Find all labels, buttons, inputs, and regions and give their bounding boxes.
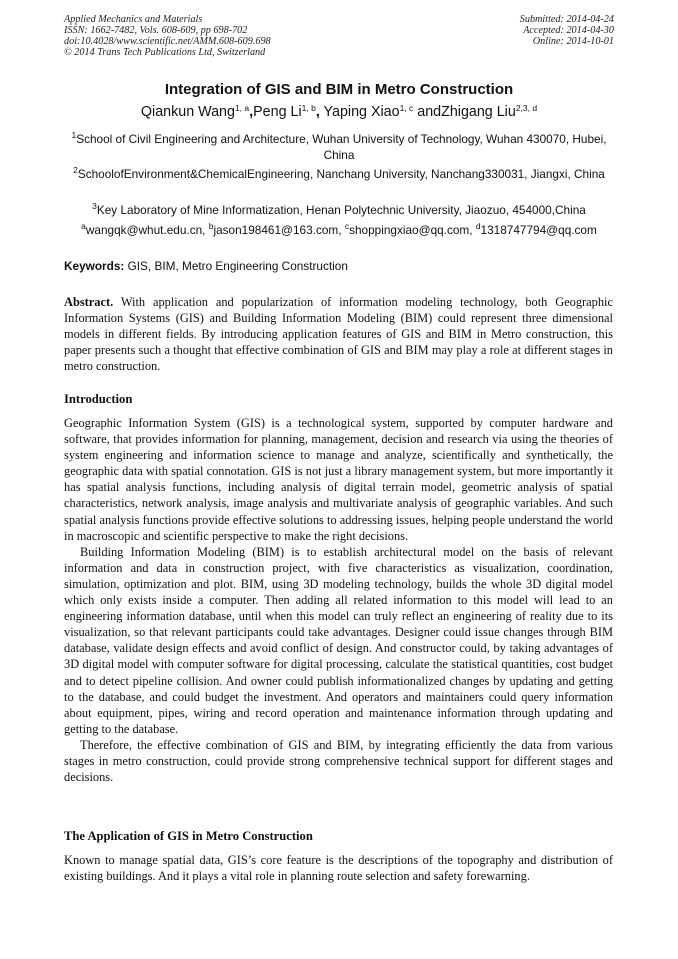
- email-address: 1318747794@qq.com: [480, 223, 597, 237]
- abstract: [64, 294, 613, 374]
- email-sup: b: [208, 221, 214, 231]
- email-sup: a: [81, 221, 86, 231]
- author-affiliation-sup: 2,3, d: [515, 103, 538, 113]
- author-name: Peng Li: [253, 104, 302, 120]
- intro-paragraph-1: Geographic Information System (GIS) is a technological system, supported by computer hardware and software, that provides information for planning, management, decision and research via using the theories of system engineering and information science to manage and analyze, scientifically and synthetically, the geographic data with spatial connotation. GIS is not just a library management system, but more importantly it has spatial analysis functions, including analysis of digital terrain model, geometric analysis of spatial characteristics, network analysis, image analysis and multivariate analysis of geographic variables. And such spatial analysis functions provide effective solutions to addressing issues, helping people understand the world in macroscopic and scientific perspective to make the right decisions.: [64, 416, 613, 543]
- intro-paragraph-3: Therefore, the effective combination of GIS and BIM, by integrating efficiently the data from various stages in metro construction, could provide strong comprehensive technical support for different stages and decisions.: [64, 737, 613, 785]
- affiliation-sup: 2: [73, 165, 78, 175]
- author-affiliation-sup: 1, c: [399, 103, 414, 113]
- paper-title: Integration of GIS and BIM in Metro Construction: [164, 81, 514, 98]
- author-name: Yaping Xiao: [323, 104, 400, 120]
- abstract-label: Abstract.: [64, 295, 114, 309]
- author-name: Zhigang Liu: [441, 104, 516, 120]
- journal-header: [64, 14, 271, 58]
- author-separator: ,: [315, 104, 320, 120]
- email-address: wangqk@whut.edu.cn,: [85, 223, 209, 237]
- author-separator: and: [413, 104, 442, 120]
- introduction-body: [64, 415, 613, 785]
- gis-paragraph-1: Known to manage spatial data, GIS’s core feature is the descriptions of the topography and distribution of existing buildings. And it plays a vital role in planning route selection and safety forewarning.: [64, 853, 613, 884]
- intro-paragraph-2: Building Information Modeling (BIM) is to establish architectural model on the basis of relevant information and data in construction project, with five characteristics as visualization, coordination, simulation, optimization and plot. BIM, using 3D modeling technology, builds the whole 3D digital model which only exists inside a computer. Then adding all related information to this model will lead to an engineering information database, until when this model can truly reflect an engineering of reality due to its visualization, so that relevant participants could take advantages. Designer could issue changes through BIM database, validate design effects and avoid conflict of design. And constructor could, by taking advantages of 3D digital model with computer software for digital processing, calculate the statistical quantities, cost budget and to detect pipeline collision. And owner could publish informationalized changes by updating and getting to the database, and could budget the investment. And operators and maintainers could query information about equipment, pipes, wiring and record operation and maintenance information through updating and getting to the database.: [64, 544, 613, 736]
- affiliation-2: [70, 166, 608, 182]
- email-sup: c: [344, 221, 350, 231]
- copyright-line: © 2014 Trans Tech Publications Ltd, Switzerland: [64, 47, 266, 58]
- section-gis-body: [64, 852, 613, 884]
- introduction-heading: Introduction: [64, 392, 133, 406]
- keywords: [64, 259, 348, 273]
- accepted-date: Accepted: 2014-04-30: [523, 25, 614, 36]
- affiliation-3: [70, 202, 608, 218]
- author-affiliation-sup: 1, a: [234, 103, 250, 113]
- author-emails: [0, 223, 678, 237]
- affiliation-sup: 3: [92, 201, 97, 211]
- abstract-paragraph: [64, 294, 613, 374]
- author-list: [0, 104, 678, 120]
- section-heading-gis: The Application of GIS in Metro Construction: [64, 829, 313, 843]
- dates-header: [520, 14, 614, 47]
- journal-name: Applied Mechanics and Materials: [64, 14, 203, 25]
- keywords-label: Keywords:: [64, 259, 125, 273]
- issn-line: ISSN: 1662-7482, Vols. 608-609, pp 698-702: [64, 25, 248, 36]
- email-address: jason198461@163.com,: [213, 223, 345, 237]
- email-sup: d: [475, 221, 481, 231]
- affiliation-sup: 1: [71, 130, 77, 140]
- abstract-text: With application and popularization of information modeling technology, both Geographic Information Systems (GIS) and Building Information Modeling (BIM) could represent three dimensional models in different fields. By introducing application features of GIS and BIM in Metro construction, this paper presents such a thought that effective combination of GIS and BIM may play a role at different stages in metro construction.: [64, 295, 613, 374]
- author-affiliation-sup: 1, b: [301, 103, 316, 113]
- online-date: Online: 2014-10-01: [532, 36, 614, 47]
- author-name: Qiankun Wang: [140, 104, 235, 120]
- affiliation-text: SchoolofEnvironment&ChemicalEngineering, Nanchang University, Nanchang330031, Jiangxi, China: [77, 167, 605, 181]
- affiliation-text: School of Civil Engineering and Architecture, Wuhan University of Technology, Wuhan 430070, Hubei, China: [76, 132, 607, 162]
- keywords-text: GIS, BIM, Metro Engineering Construction: [124, 259, 348, 273]
- doi-line: doi:10.4028/www.scientific.net/AMM.608-609.698: [64, 36, 271, 47]
- email-address: shoppingxiao@qq.com,: [349, 223, 476, 237]
- affiliation-text: Key Laboratory of Mine Informatization, Henan Polytechnic University, Jiaozuo, 454000,China: [96, 203, 586, 217]
- affiliation-1: [70, 131, 608, 163]
- submitted-date: Submitted: 2014-04-24: [519, 14, 614, 25]
- author-separator: ,: [249, 104, 254, 120]
